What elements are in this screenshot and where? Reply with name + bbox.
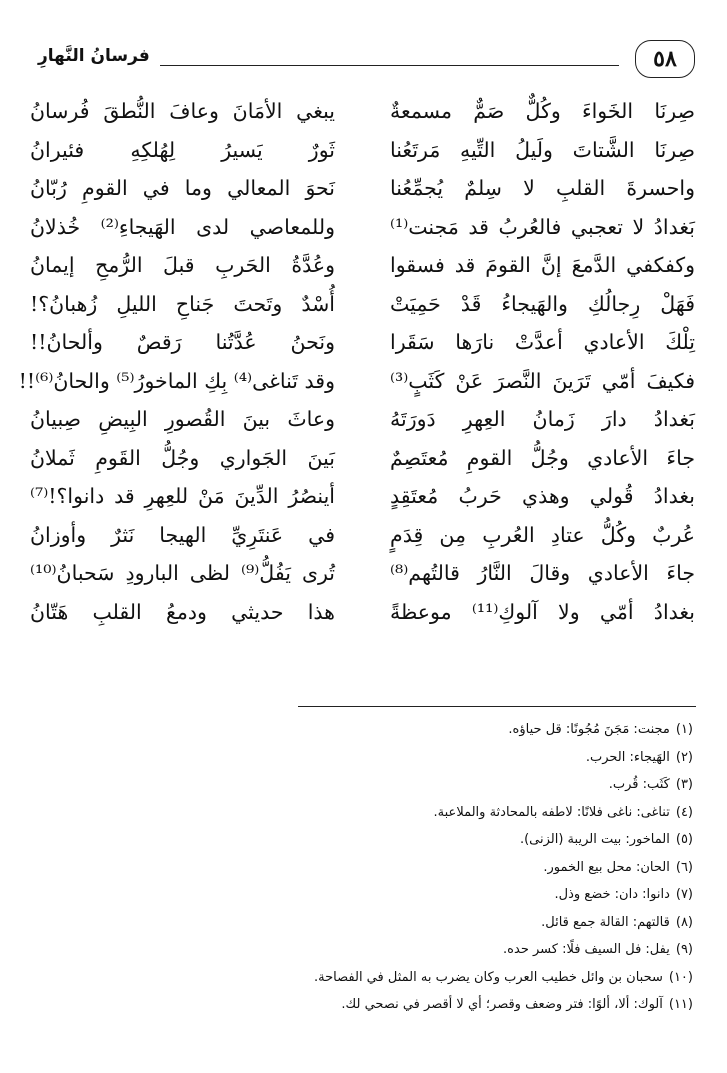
footnote-number: (١١) (668, 997, 693, 1012)
footnote (133, 854, 693, 882)
footnote (133, 826, 693, 854)
footnote (133, 909, 693, 937)
verse-left-hemistich: وعُدَّةُ الحَربِ قبلَ الرُّمحِ إيمانُ (30, 253, 335, 277)
footnote-text: يفل: فل السيف فلًا: كسر حده. (503, 942, 670, 957)
footnote (133, 991, 693, 1019)
footnote (133, 881, 693, 909)
verse-right-hemistich: جاءَ الأعادي وقالَ النَّارُ قالتُهم⁽⁸⁾ (390, 561, 695, 585)
verse-right-hemistich: بغدادُ قُولي وهذي حَربُ مُعتَقِدٍ (390, 484, 695, 508)
footnote (133, 771, 693, 799)
verse-right-hemistich: بَغدادُ دارَ زَمانُ العِهرِ دَورَتَهُ (390, 407, 695, 431)
footnotes (133, 716, 693, 1019)
footnote (133, 964, 693, 992)
running-title: فرسانُ النَّهارِ (38, 46, 150, 66)
verse-left-hemistich: تُرى يَفُلُّ⁽⁹⁾ لظى البارودِ سَحبانُ⁽¹⁰⁾ (30, 561, 336, 585)
verse-left-hemistich: أُسْدٌ وتَحتَ جَناحِ الليلِ زُهبانُ؟! (30, 291, 335, 316)
verse-right-hemistich: فَهَلْ رِجالُكِ والهَيجاءُ قَدْ حَمِيَتْ (390, 291, 695, 316)
verse-right-hemistich: بغدادُ أمّي ولا آلوكِ⁽¹¹⁾ موعظةً (390, 599, 695, 624)
footnote (133, 936, 693, 964)
verse-right-hemistich: وكفكفي الدَّمعَ إنَّ القومَ قد فسقوا (390, 253, 695, 277)
page-header (30, 36, 695, 86)
verse-right-hemistich: فكيفَ أمّي تَرَينَ النَّصرَ عَنْ كَثَبٍ⁽³⁾ (390, 368, 695, 393)
footnote (133, 799, 693, 827)
footnote-number: (٦) (675, 859, 693, 875)
verse-left-hemistich: بَينَ الجَواري وجُلُّ القَومِ ثَملانُ (30, 445, 335, 470)
verse-left-hemistich: ثَورٌ يَسيرُ لِهُلكِهِ فئيرانُ (30, 137, 335, 162)
footnote-text: دانوا: دان: خضع وذل. (554, 887, 670, 902)
footnote-number: (٣) (675, 777, 693, 792)
verse-left-hemistich: وللمعاصي لدى الهَيجاءِ⁽²⁾ خُذلانُ (30, 214, 335, 239)
footnote-number: (٢) (675, 749, 693, 765)
verse-column-left (18, 92, 336, 631)
footnote-text: سحبان بن وائل خطيب العرب وكان يضرب به المثل في الفصاحة. (314, 969, 663, 985)
verse-left-hemistich: وقد تَناغى⁽⁴⁾ بِكِ الماخورُ⁽⁵⁾ والحانُ⁽⁶⁾!! (18, 368, 335, 393)
verse-right-hemistich: تِلْكَ الأعادي أعدَّتْ نارَها سَقَرا (390, 330, 695, 354)
verse-right-hemistich: عُربٌ وكُلُّ عتادِ العُربِ مِن قِدَمٍ (390, 522, 695, 547)
verse-right-hemistich: صِرنَا الخَواءَ وكُلٌّ صَمٌّ مسمعةٌ (390, 99, 695, 123)
footnote-number: (١) (675, 722, 693, 737)
footnote (133, 744, 693, 772)
page-number: ٥٨ (635, 40, 695, 78)
footnote-number: (١٠) (668, 969, 693, 985)
verse-left-hemistich: وعاثَ بينَ القُصورِ البِيضِ صِبيانُ (30, 407, 335, 431)
verse-left-hemistich: أينصُرُ الدِّينَ مَنْ للعِهرِ قد دانوا؟!⁽⁷⁾ (30, 484, 335, 508)
verse-left-hemistich: هذا حديثي ودمعُ القلبِ هَتّانُ (30, 599, 335, 624)
footnote-text: الهَيجاء: الحرب. (585, 749, 670, 765)
footnote-number: (٩) (675, 942, 693, 957)
verse-left-hemistich: في عَنتَرِيِّ الهيجا نَثرٌ وأوزانُ (30, 522, 335, 547)
footnote-number: (٧) (675, 887, 693, 902)
header-rule (160, 65, 619, 66)
footnote (133, 716, 693, 744)
verse-left-hemistich: ونَحنُ عُدَّتُنا رَقصٌ وألحانُ!! (30, 330, 335, 354)
footnote-text: تناغى: ناغى فلانًا: لاطفه بالمحادثة والملاعبة. (433, 804, 670, 820)
verse-column-right (390, 92, 695, 631)
verse-right-hemistich: جاءَ الأعادي وجُلُّ القومِ مُعتَصِمٌ (390, 445, 695, 470)
footnote-text: الماخور: بيت الريبة (الزنى). (519, 832, 670, 847)
footnote-divider (298, 706, 696, 707)
footnote-text: قالتهم: القالة جمع قائل. (541, 914, 670, 930)
footnote-number: (٥) (675, 832, 693, 847)
footnote-text: الحان: محل بيع الخمور. (543, 859, 670, 875)
poem-verses (18, 92, 695, 692)
verse-left-hemistich: يبغي الأمَانَ وعافَ النُّطقَ فُرسانُ (30, 99, 335, 123)
footnote-text: كَثَب: قُرب. (608, 777, 670, 792)
verse-right-hemistich: واحسرةَ القلبِ لا سِلمٌ يُجمِّعُنا (390, 176, 695, 200)
verse-right-hemistich: بَغدادُ لا تعجبي فالعُربُ قد مَجنت⁽¹⁾ (390, 214, 695, 239)
footnote-text: مجنت: مَجَنَ مُجُونًا: قل حياؤه. (508, 722, 670, 737)
footnote-text: آلوك: ألا، ألوًا: فتر وضعف وقصر؛ أي لا أقصر في نصحي لك. (341, 997, 663, 1012)
verse-right-hemistich: صِرنَا الشَّتاتَ ولَيلُ التِّيهِ مَرتَعُنا (390, 137, 695, 162)
footnote-number: (٨) (675, 914, 693, 930)
footnote-number: (٤) (675, 804, 693, 820)
verse-left-hemistich: نَحوَ المعالي وما في القومِ رُبّانُ (30, 176, 335, 200)
